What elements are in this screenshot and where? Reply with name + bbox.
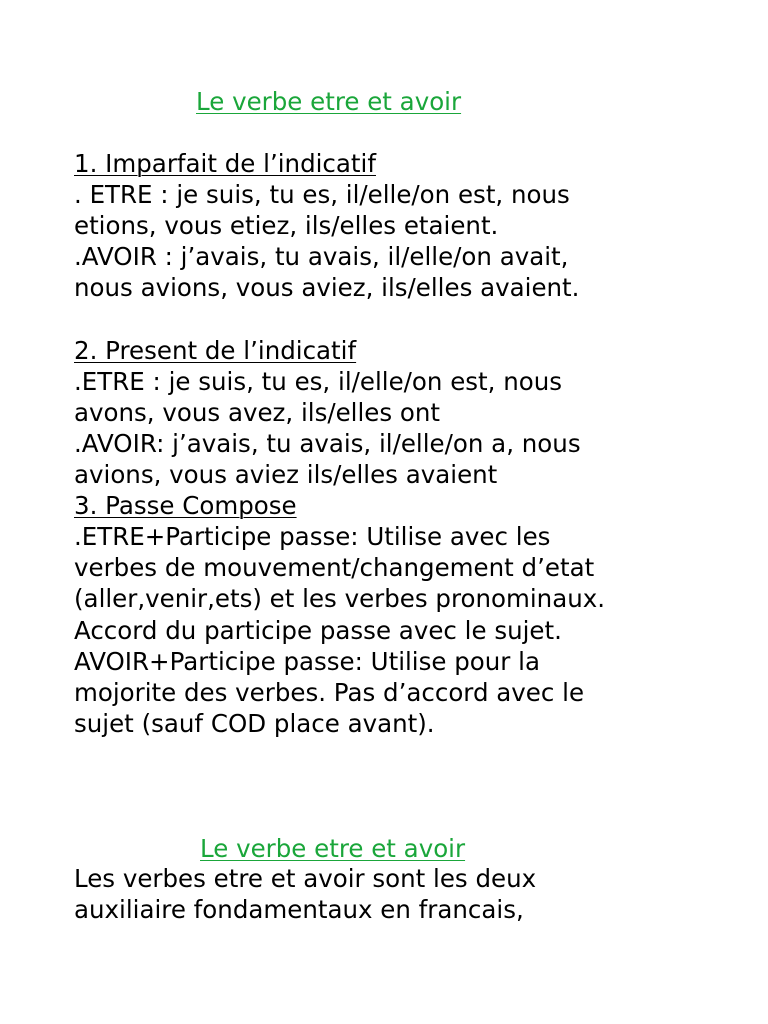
text-line: . ETRE : je suis, tu es, il/elle/on est, nous xyxy=(74,180,570,209)
text-line: avons, vous avez, ils/elles ont xyxy=(74,398,441,427)
text-line: Accord du participe passe avec le sujet. xyxy=(74,616,562,645)
text-line: Les verbes etre et avoir sont les deux xyxy=(74,864,537,893)
text-line: verbes de mouvement/changement d’etat xyxy=(74,553,595,582)
text-line: .ETRE : je suis, tu es, il/elle/on est, nous xyxy=(74,367,563,396)
section-heading-passe-compose: 3. Passe Compose xyxy=(74,491,297,520)
text-line: AVOIR+Participe passe: Utilise pour la xyxy=(74,647,540,676)
document-title-repeat: Le verbe etre et avoir xyxy=(200,834,466,863)
text-line: mojorite des verbes. Pas d’accord avec le xyxy=(74,678,585,707)
section-heading-present: 2. Present de l’indicatif xyxy=(74,336,357,365)
document-title: Le verbe etre et avoir xyxy=(196,87,462,116)
text-line: avions, vous aviez ils/elles avaient xyxy=(74,460,498,489)
text-line: .AVOIR : j’avais, tu avais, il/elle/on avait, xyxy=(74,242,569,271)
section-heading-imparfait: 1. Imparfait de l’indicatif xyxy=(74,149,376,178)
text-line: nous avions, vous aviez, ils/elles avaient. xyxy=(74,273,580,302)
text-line: .ETRE+Participe passe: Utilise avec les xyxy=(74,522,551,551)
text-line: auxiliaire fondamentaux en francais, xyxy=(74,895,524,924)
text-line: etions, vous etiez, ils/elles etaient. xyxy=(74,211,499,240)
text-line: .AVOIR: j’avais, tu avais, il/elle/on a, nous xyxy=(74,429,581,458)
text-line: (aller,venir,ets) et les verbes pronominaux. xyxy=(74,584,606,613)
text-line: sujet (sauf COD place avant). xyxy=(74,709,435,738)
